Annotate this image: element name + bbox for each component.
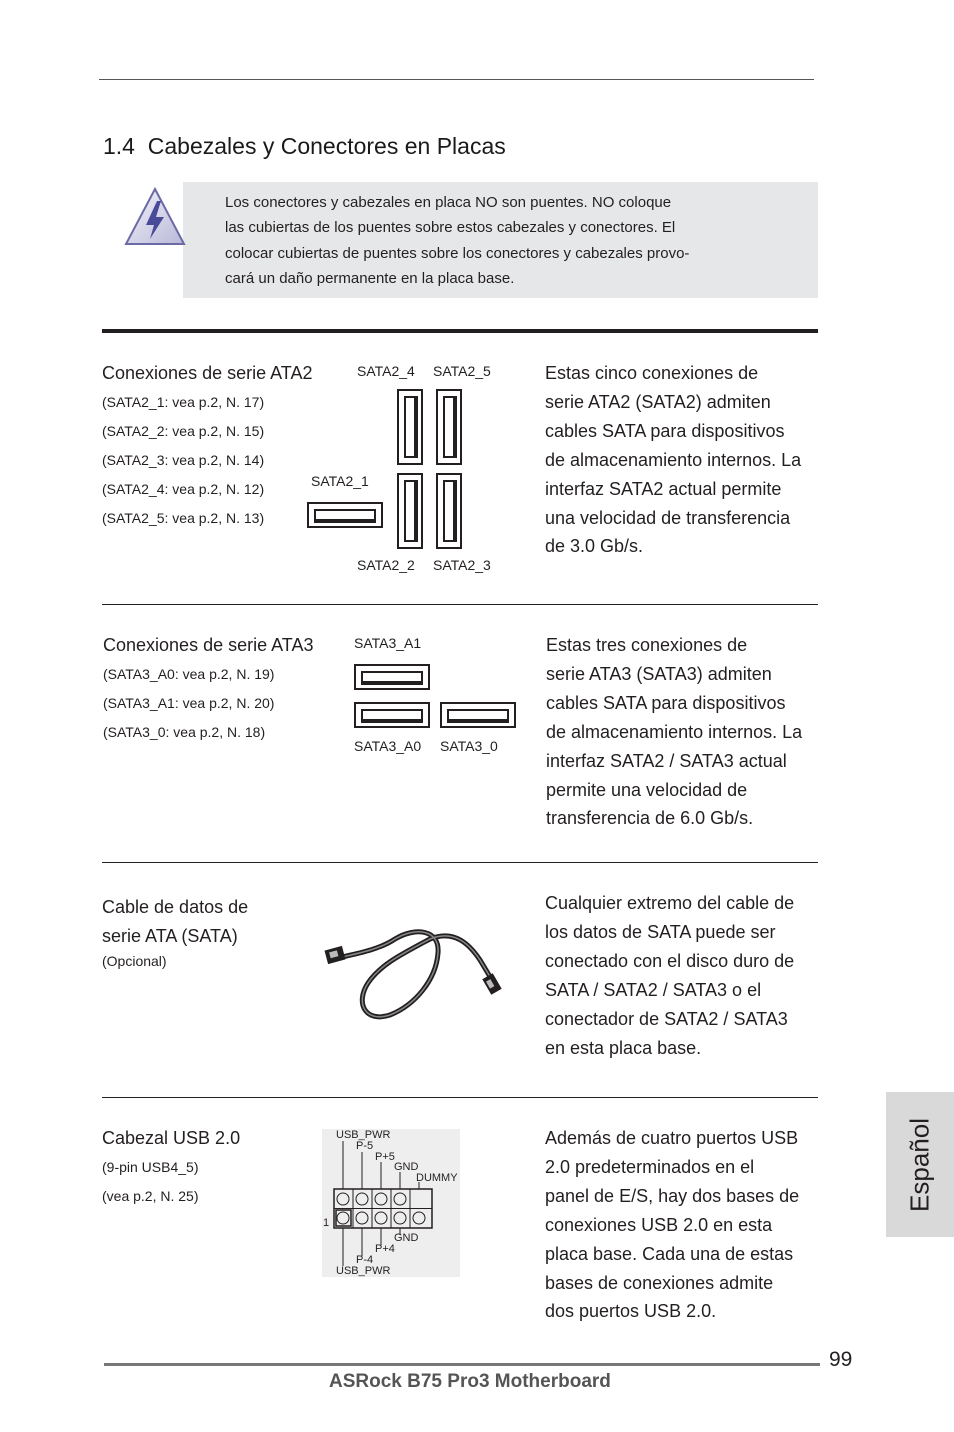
usb-header-diagram — [322, 1129, 460, 1277]
desc-line: cables SATA para dispositivos — [546, 692, 786, 713]
desc-line: transferencia de 6.0 Gb/s. — [546, 808, 754, 829]
desc-line: cables SATA para dispositivos — [545, 420, 785, 441]
footer-rule — [104, 1363, 820, 1366]
sata2-ref: (SATA2_3: vea p.2, N. 14) — [102, 452, 265, 468]
section-divider — [102, 604, 818, 605]
usb-pin-grid — [322, 1129, 460, 1277]
sata3-0-connector — [440, 702, 516, 728]
usb-pwr-top-label: USB_PWR — [336, 1129, 391, 1141]
sata3-a0-label: SATA3_A0 — [354, 738, 422, 754]
desc-line: conectado con el disco duro de — [545, 950, 795, 971]
cable-title-line: serie ATA (SATA) — [102, 926, 238, 946]
gnd-top-label: GND — [394, 1161, 419, 1173]
sata2-description — [545, 359, 825, 561]
cable-title-line: Cable de datos de — [102, 897, 249, 917]
page-number: 99 — [829, 1348, 853, 1371]
sata3-ref: (SATA3_0: vea p.2, N. 18) — [103, 724, 266, 740]
usb-title: Cabezal USB 2.0 — [102, 1128, 241, 1148]
desc-line: serie ATA3 (SATA3) admiten — [546, 663, 772, 684]
gnd-bottom-label: GND — [394, 1232, 419, 1244]
sata3-ref: (SATA3_A1: vea p.2, N. 20) — [103, 695, 275, 711]
cable-note: (Opcional) — [102, 953, 167, 969]
section-divider — [102, 1097, 818, 1098]
sata2-ref: (SATA2_2: vea p.2, N. 15) — [102, 423, 265, 439]
dummy-label: DUMMY — [416, 1172, 458, 1184]
warning-text — [225, 190, 750, 292]
desc-line: Estas tres conexiones de — [546, 635, 748, 655]
desc-line: Además de cuatro puertos USB — [545, 1128, 799, 1148]
sata2-3-connector — [436, 473, 462, 549]
header-rule — [99, 79, 814, 80]
desc-line: interfaz SATA2 actual permite — [545, 478, 782, 499]
cable-title — [102, 893, 248, 951]
sata2-ref: (SATA2_1: vea p.2, N. 17) — [102, 394, 265, 410]
warning-line: las cubiertas de los puentes sobre estos cabezales y conectores. El — [225, 219, 676, 237]
desc-line: conexiones USB 2.0 en esta — [545, 1214, 773, 1235]
cable-description — [545, 889, 825, 1062]
p-minus4-label: P-4 — [356, 1254, 374, 1266]
section-title — [103, 133, 506, 160]
desc-line: serie ATA2 (SATA2) admiten — [545, 391, 771, 412]
desc-line: bases de conexiones admite — [545, 1272, 774, 1293]
warning-line: Los conectores y cabezales en placa NO son puentes. NO coloque — [225, 194, 672, 211]
section-divider — [102, 862, 818, 863]
section-number: 1.4 — [103, 133, 135, 159]
usb-description — [545, 1124, 825, 1326]
usb-ref: (vea p.2, N. 25) — [102, 1188, 199, 1204]
sata2-ref: (SATA2_5: vea p.2, N. 13) — [102, 510, 265, 526]
desc-line: de almacenamiento internos. La — [545, 449, 802, 470]
desc-line: de almacenamiento internos. La — [546, 721, 803, 742]
desc-line: los datos de SATA puede ser — [545, 921, 776, 942]
footer-title: ASRock B75 Pro3 Motherboard — [329, 1371, 611, 1392]
usb-ref: (9-pin USB4_5) — [102, 1159, 199, 1175]
sata2-3-label: SATA2_3 — [433, 557, 491, 573]
sata2-ref: (SATA2_4: vea p.2, N. 12) — [102, 481, 265, 497]
pin-1-label: 1 — [323, 1217, 330, 1229]
high-voltage-warning-icon — [124, 187, 186, 247]
warning-line: cará un daño permanente en la placa base. — [225, 270, 515, 288]
sata3-a1-label: SATA3_A1 — [354, 635, 422, 651]
section-divider-thick — [102, 329, 818, 333]
sata3-a1-connector — [354, 664, 430, 690]
desc-line: Estas cinco conexiones de — [545, 363, 759, 383]
section-title-text: Cabezales y Conectores en Placas — [147, 133, 506, 159]
sata3-title: Conexiones de serie ATA3 — [103, 635, 314, 655]
desc-line: una velocidad de transferencia — [545, 507, 791, 528]
sata2-1-connector — [307, 502, 383, 528]
sata3-0-label: SATA3_0 — [440, 738, 498, 754]
desc-line: 2.0 predeterminados en el — [545, 1156, 755, 1177]
sata2-4-label: SATA2_4 — [357, 363, 415, 379]
desc-line: panel de E/S, hay dos bases de — [545, 1185, 800, 1206]
desc-line: interfaz SATA2 / SATA3 actual — [546, 750, 787, 771]
p-minus5-label: P-5 — [356, 1140, 374, 1152]
sata2-2-label: SATA2_2 — [357, 557, 415, 573]
warning-line: colocar cubiertas de puentes sobre los conectores y cabezales provo- — [225, 244, 690, 262]
desc-line: dos puertos USB 2.0. — [545, 1301, 717, 1322]
desc-line: de 3.0 Gb/s. — [545, 536, 644, 557]
desc-line: placa base. Cada una de estas — [545, 1243, 794, 1264]
desc-line: Cualquier extremo del cable de — [545, 893, 795, 913]
usb-pwr-bottom-label: USB_PWR — [336, 1265, 391, 1277]
desc-line: permite una velocidad de — [546, 779, 748, 800]
sata3-a0-connector — [354, 702, 430, 728]
sata-cable-image — [320, 925, 510, 1025]
sata2-5-connector — [436, 389, 462, 465]
p-plus5-label: P+5 — [375, 1151, 395, 1163]
sata2-5-label: SATA2_5 — [433, 363, 491, 379]
sata3-description — [546, 631, 826, 833]
sata2-title: Conexiones de serie ATA2 — [102, 363, 313, 383]
language-side-tab-label: Español — [904, 1118, 935, 1212]
desc-line: SATA / SATA2 / SATA3 o el — [545, 979, 762, 1000]
sata3-ref: (SATA3_A0: vea p.2, N. 19) — [103, 666, 275, 682]
sata2-2-connector — [397, 473, 423, 549]
desc-line: en esta placa base. — [545, 1037, 702, 1058]
p-plus4-label: P+4 — [375, 1243, 395, 1255]
desc-line: conectador de SATA2 / SATA3 — [545, 1008, 788, 1029]
sata2-4-connector — [397, 389, 423, 465]
sata2-1-label: SATA2_1 — [311, 473, 369, 489]
